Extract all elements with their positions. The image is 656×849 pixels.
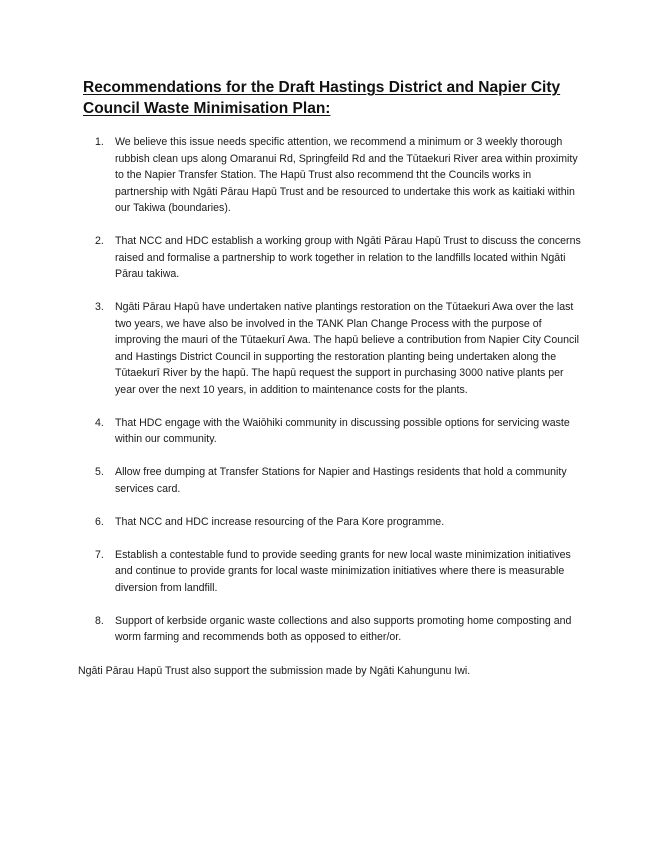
recommendation-item [95, 299, 585, 398]
recommendation-item [95, 547, 585, 597]
recommendation-text: Support of kerbside organic waste collections and also supports promoting home composting and worm farming and recommends both as opposed to either/or. [115, 614, 572, 643]
closing-note: Ngāti Pārau Hapū Trust also support the submission made by Ngāti Kahungunu Iwi. [78, 665, 471, 677]
recommendations-list [95, 134, 585, 662]
recommendation-text: Establish a contestable fund to provide seeding grants for new local waste minimization initiatives and continue to provide grants for local waste minimization initiatives where there is measurable diversion from landfill. [115, 548, 571, 594]
recommendation-text: That NCC and HDC increase resourcing of the Para Kore programme. [115, 515, 445, 528]
recommendation-text: We believe this issue needs specific attention, we recommend a minimum or 3 weekly thorough rubbish clean ups along Omaranui Rd, Springfeild Rd and the Tūtaekuri River area within proximity to the Napier Transfer Station. The Hapū Trust also recommend tht the Councils works in partnership with Ngāti Pārau Hapū Trust and be resourced to undertake this work as kaitiaki within our Takiwa (boundaries). [115, 136, 578, 214]
recommendation-item [95, 233, 585, 283]
recommendation-text: That HDC engage with the Waiōhiki community in discussing possible options for servicing waste within our community. [115, 416, 570, 445]
recommendation-number: 5. [95, 466, 104, 478]
recommendation-number: 3. [95, 301, 104, 313]
recommendation-text: That NCC and HDC establish a working group with Ngāti Pārau Hapū Trust to discuss the concerns raised and formalise a partnership to work together in relation to the landfills located within Ngāti Pārau takiwa. [115, 235, 581, 280]
recommendation-number: 6. [95, 515, 104, 528]
recommendation-text: Ngāti Pārau Hapū have undertaken native plantings restoration on the Tūtaekuri Awa over the last two years, we have also be involved in the TANK Plan Change Process with the purpose of improving the mauri of the Tūtaekurī Awa. The hapū believe a contribution from Napier City Council and Hastings District Council in supporting the restoration planting being undertaken along the Tūtaekurī River by the hapū. The hapū request the support in purchasing 3000 native plants per year over the next 10 years, in addition to maintenance costs for the plants. [115, 301, 580, 396]
document-title: Recommendations for the Draft Hastings District and Napier City Council Waste Minimisation Plan: [83, 79, 561, 117]
recommendation-number: 4. [95, 416, 104, 429]
recommendation-item [95, 464, 585, 497]
recommendation-number: 2. [95, 235, 104, 247]
recommendation-text: Allow free dumping at Transfer Stations for Napier and Hastings residents that hold a community services card. [115, 466, 567, 495]
recommendation-item [95, 514, 585, 531]
recommendation-number: 1. [95, 136, 104, 148]
recommendation-item [95, 134, 585, 217]
recommendation-item [95, 415, 585, 448]
recommendation-number: 8. [95, 614, 104, 627]
recommendation-number: 7. [95, 548, 104, 561]
recommendation-item [95, 613, 585, 646]
